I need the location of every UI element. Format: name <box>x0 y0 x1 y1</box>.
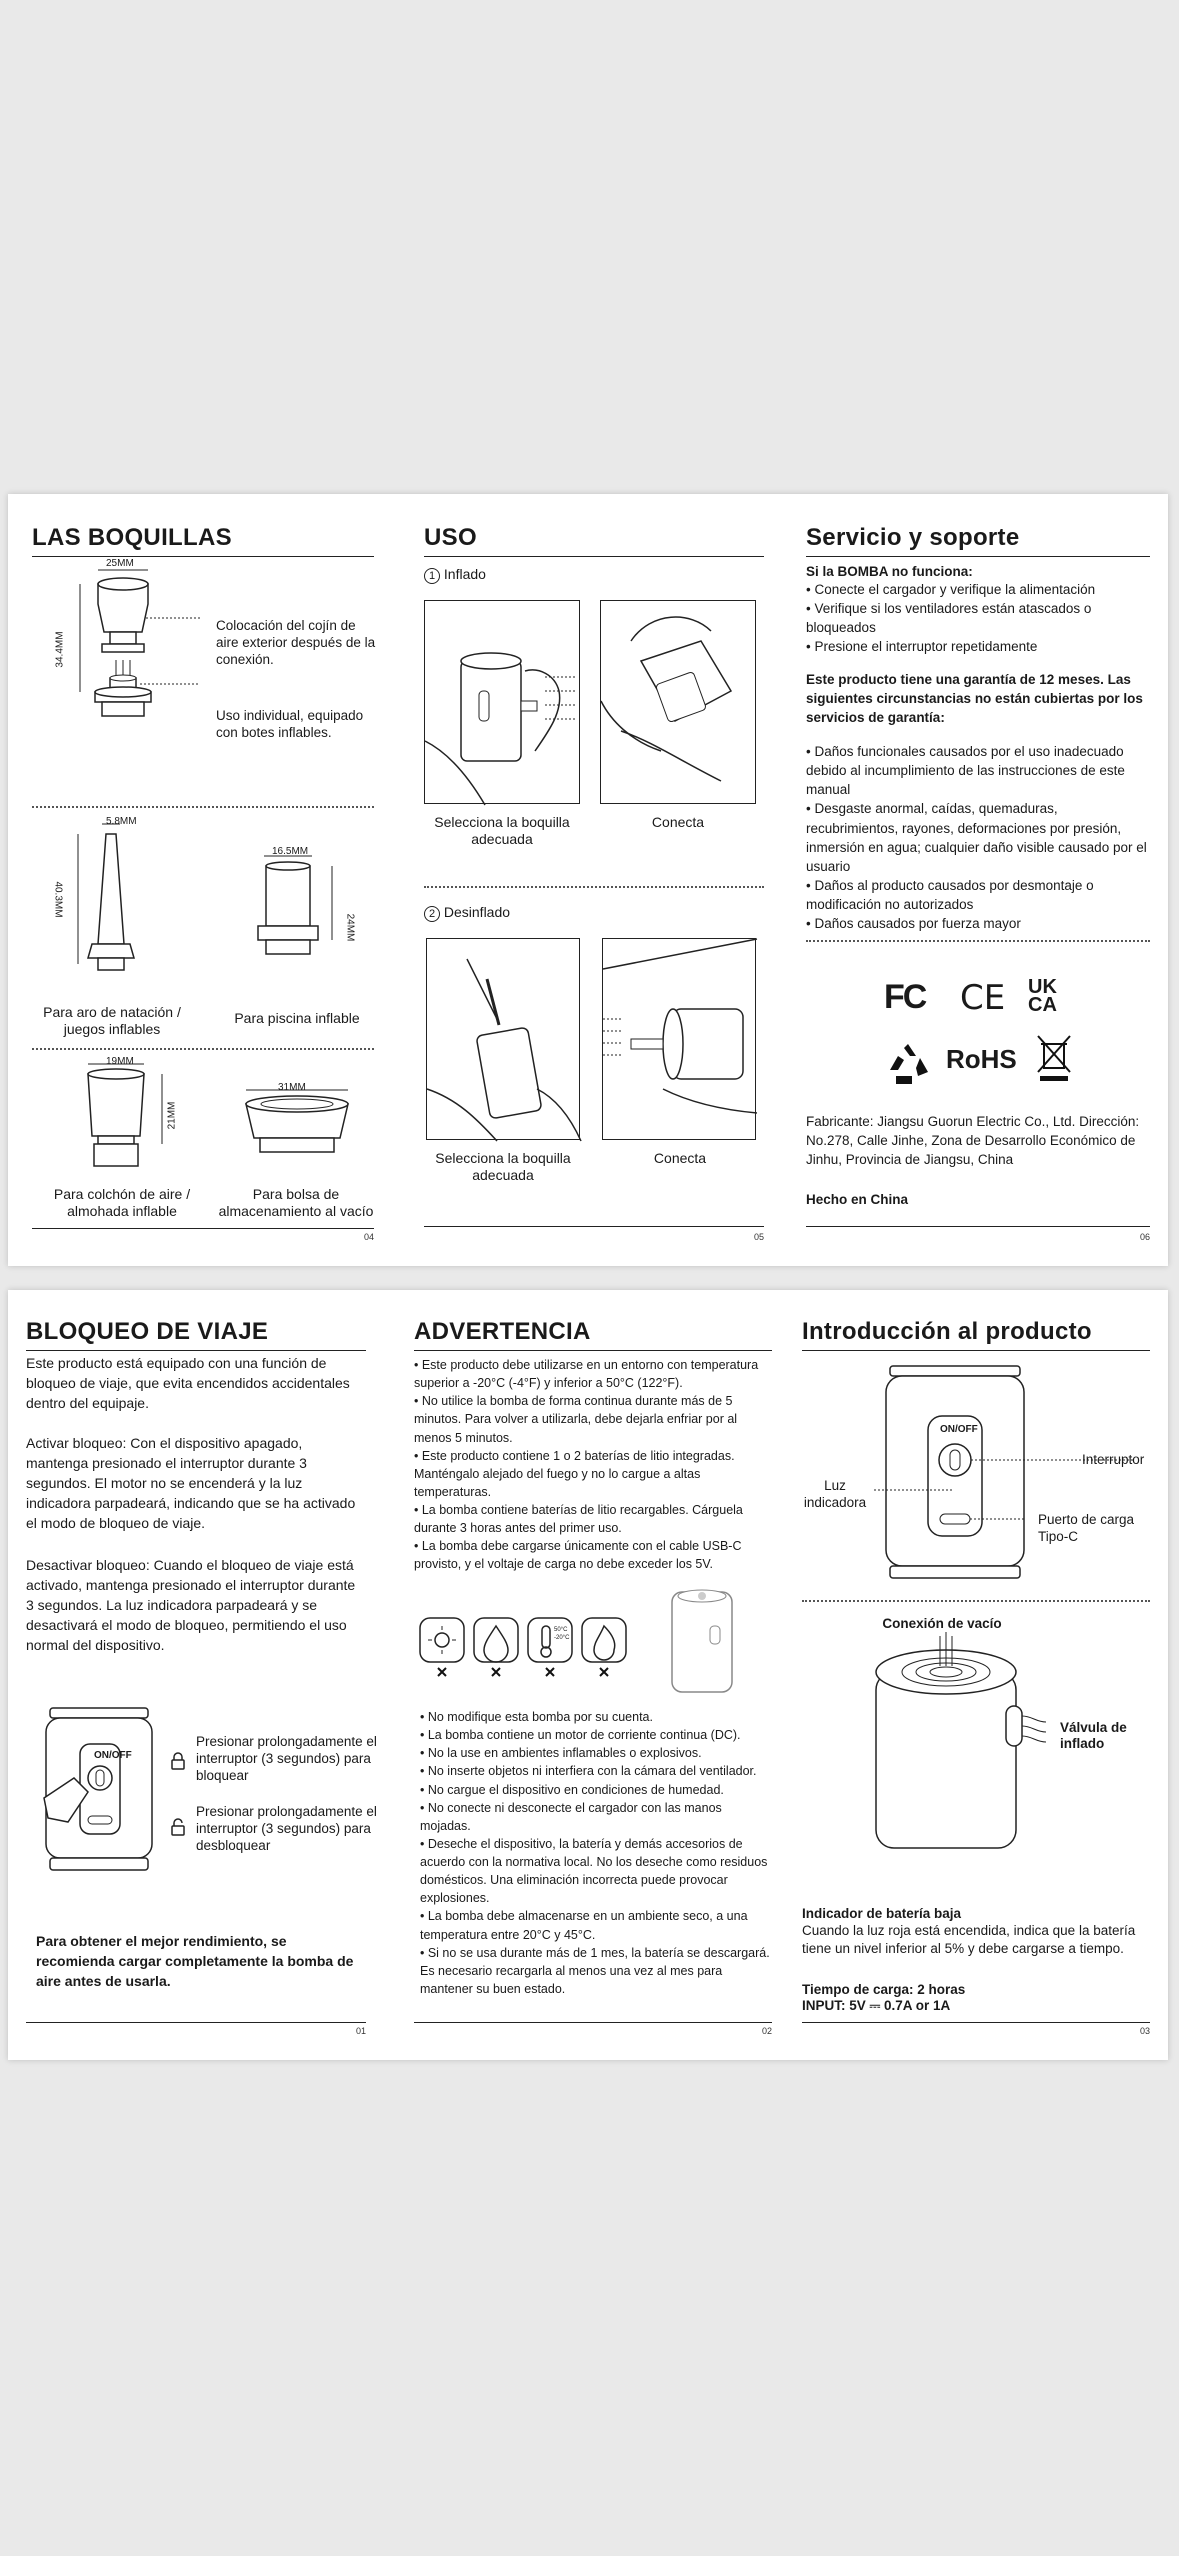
footer-line <box>806 1226 1150 1227</box>
lock-icon <box>170 1752 186 1770</box>
onoff-label: ON/OFF <box>94 1750 132 1761</box>
light-label: Luz indicadora <box>803 1478 867 1510</box>
vacuum-nozzle-illustration <box>238 1090 368 1190</box>
divider <box>32 1048 374 1050</box>
list-item: • Si no se usa durante más de 1 mes, la batería se descargará. Es necesario recargarla al menos una vez al mes para mantener su buen estado. <box>420 1945 770 1996</box>
list-item: • No modifique esta bomba por su cuenta. <box>420 1710 653 1724</box>
battery-title: Indicador de batería baja <box>802 1906 962 1921</box>
page-title: LAS BOQUILLAS <box>32 524 374 557</box>
weee-bin-icon <box>1036 1034 1072 1082</box>
noworks-list <box>806 580 1150 657</box>
pool-nozzle-illustration <box>232 856 352 996</box>
page-number: 01 <box>355 2026 366 2036</box>
charging-tip: Para obtener el mejor rendimiento, se recomienda cargar completamente la bomba de aire antes de usarla. <box>36 1933 354 1989</box>
page-title: USO <box>424 524 764 557</box>
warnings-list-b <box>420 1708 772 1998</box>
dim-label: 19MM <box>106 1056 134 1067</box>
list-item: • No cargue el dispositivo en condiciones de humedad. <box>420 1782 724 1797</box>
list-item: • No inserte objetos ni interfiera con la cámara del ventilador. <box>420 1764 757 1779</box>
unlock-note: Presionar prolongadamente el interruptor (3 segundos) para desbloquear <box>196 1804 377 1853</box>
ce-mark-icon: CE <box>960 978 1006 1018</box>
page-06 <box>806 494 1150 1266</box>
made-in: Hecho en China <box>806 1192 909 1207</box>
nozzle-stack-illustration <box>50 564 190 764</box>
list-item: • Daños causados por fuerza mayor <box>806 916 1021 932</box>
list-item: • La bomba debe cargarse únicamente con el cable USB-C provisto, y el voltaje de carga no debe exceder los 5V. <box>414 1539 742 1572</box>
list-item: • Daños al producto causados por desmontaje o modificación no autorizados <box>806 878 1094 913</box>
footer-line <box>802 2022 1150 2023</box>
battery-text: Cuando la luz roja está encendida, indica que la batería tiene un nivel inferior al 5% y debe cargarse a tiempo. <box>802 1923 1136 1956</box>
page-title: BLOQUEO DE VIAJE <box>26 1318 366 1351</box>
warnings-list-a <box>414 1356 772 1574</box>
page-title: ADVERTENCIA <box>414 1318 772 1351</box>
page-number: 04 <box>363 1232 374 1242</box>
dim-label: 40.3MM <box>52 881 64 918</box>
footer-line <box>414 2022 772 2023</box>
page-05 <box>424 494 764 1266</box>
page-title: Introducción al producto <box>802 1318 1150 1351</box>
ukca-line: CA <box>1028 994 1057 1016</box>
list-item: • Conecte el cargador y verifique la alimentación <box>806 582 1096 597</box>
footer-line <box>26 2022 366 2023</box>
sheet-top <box>8 494 1168 1266</box>
step-label: Inflado <box>443 566 486 582</box>
list-item: • No utilice la bomba de forma continua durante más de 5 minutos. Para volver a utilizarla, debe dejarla enfriar por al menos 5 minutos. <box>414 1394 738 1445</box>
sheet-bottom <box>8 1290 1168 2060</box>
warranty-statement: Este producto tiene una garantía de 12 meses. Las siguientes circunstancias no están cubiertas por los servicios de garantía: <box>806 672 1143 726</box>
cone-nozzle-illustration <box>62 824 162 984</box>
step-number: 2 <box>424 906 440 922</box>
noworks-title: Si la BOMBA no funciona: <box>806 564 973 579</box>
list-item: • Daños funcionales causados por el uso inadecuado debido al incumplimiento de las instrucciones de este manual <box>806 744 1125 798</box>
deactivate-text: Desactivar bloqueo: Cuando el bloqueo de viaje está activado, mantenga presionado el interruptor durante 3 segundos. La luz indicadora parpadeará y se desactivará el modo de bloqueo, permitiendo el uso normal del dispositivo. <box>26 1557 356 1653</box>
list-item: • Verifique si los ventiladores están atascados o bloqueados <box>806 601 1092 636</box>
exclusions-list <box>806 742 1150 934</box>
list-item: • La bomba contiene baterías de litio recargables. Cárguela durante 3 horas antes del primer uso. <box>414 1503 743 1536</box>
list-item: • No conecte ni desconecte el cargador con las manos mojadas. <box>420 1800 722 1833</box>
valve-label: Válvula de inflado <box>1060 1720 1127 1752</box>
dim-label: 5.8MM <box>106 816 137 827</box>
temp-label <box>554 1626 569 1642</box>
list-item: • Presione el interruptor repetidamente <box>806 639 1038 655</box>
intro-text: Este producto está equipado con una función de bloqueo de viaje, que evita encendidos accidentales dentro del equipaje. <box>26 1355 350 1411</box>
caption-connect: Conecta <box>653 1150 707 1166</box>
caption-select-nozzle: Selecciona la boquilla adecuada <box>435 1150 571 1183</box>
activate-text: Activar bloqueo: Con el dispositivo apagado, mantenga presionado el interruptor durante 3 segundos. El motor no se encenderá y la luz indicadora parpadeará, indicando que se ha activado el modo de bloqueo de viaje. <box>26 1435 356 1531</box>
switch-label: Interruptor <box>1082 1452 1145 1467</box>
page-number: 06 <box>1139 1232 1150 1242</box>
page-number: 05 <box>753 1232 764 1242</box>
page-number: 02 <box>761 2026 772 2036</box>
caption-pool: Para piscina inflable <box>234 1010 360 1026</box>
illustration-connect <box>602 938 756 1140</box>
prohibition-icons <box>420 1618 620 1678</box>
dim-label: 21MM <box>166 1101 178 1130</box>
rohs-mark-icon: RoHS <box>946 1044 1017 1074</box>
dim-label: 24MM <box>344 913 356 942</box>
divider <box>806 940 1150 942</box>
dim-label: 31MM <box>278 1082 306 1093</box>
product-angle-illustration <box>866 1636 1066 1866</box>
step-number: 1 <box>424 568 440 584</box>
lock-note: Presionar prolongadamente el interruptor (3 segundos) para bloquear <box>196 1734 377 1783</box>
product-front-illustration <box>884 1366 1034 1586</box>
unlock-icon <box>170 1818 186 1836</box>
step-deflate <box>424 904 510 922</box>
ukca-line: UK <box>1028 976 1057 998</box>
illustration-connect <box>600 600 756 804</box>
footer-line <box>32 1228 374 1229</box>
onoff-label: ON/OFF <box>940 1424 978 1435</box>
caption-mattress: Para colchón de aire / almohada inflable <box>53 1186 191 1219</box>
dim-label: 34.4MM <box>54 631 66 668</box>
footer-line <box>424 1226 764 1227</box>
divider <box>32 806 374 808</box>
illustration-select-nozzle <box>424 600 580 804</box>
page-number: 03 <box>1139 2026 1150 2036</box>
recycle-icon <box>886 1040 930 1084</box>
pump-illustration <box>668 1586 738 1696</box>
device-lock-illustration <box>44 1708 164 1878</box>
step-inflate <box>424 566 486 584</box>
manufacturer-info: Fabricante: Jiangsu Guorun Electric Co., Ltd. Dirección: No.278, Calle Jinhe, Zona de Desarrollo Económico de Jinhu, Provincia de Jiangsu, China <box>806 1114 1140 1168</box>
note-individual: Uso individual, equipado con botes inflables. <box>216 708 364 740</box>
list-item: • No la use en ambientes inflamables o explosivos. <box>420 1746 702 1761</box>
note-exterior: Colocación del cojín de aire exterior después de la conexión. <box>216 618 376 667</box>
page-03 <box>802 1290 1150 2060</box>
fcc-mark-icon: FC <box>884 978 926 1016</box>
list-item: • La bomba debe almacenarse en un ambiente seco, a una temperatura entre 20°C y 45°C. <box>420 1909 748 1942</box>
list-item: • Este producto contiene 1 o 2 baterías de litio integradas. Manténgalo alejado del fuego y no lo cargue a altas temperaturas. <box>414 1448 735 1499</box>
port-label: Puerto de carga Tipo-C <box>1038 1512 1135 1544</box>
temp-label-bottom: -20°C <box>554 1635 570 1641</box>
list-item: • Desgaste anormal, caídas, quemaduras, recubrimientos, rayones, deformaciones por presión, inmersión en agua; cualquier daño visible causado por el usuario <box>806 801 1147 874</box>
input-rating: INPUT: 5V ⎓ 0.7A or 1A <box>802 1998 951 2013</box>
caption-swim-ring: Para aro de natación / juegos inflables <box>43 1004 181 1037</box>
divider <box>424 886 764 888</box>
step-label: Desinflado <box>443 904 511 920</box>
page-04 <box>32 494 374 1266</box>
caption-connect: Conecta <box>651 814 705 830</box>
ukca-mark-icon <box>1028 978 1057 1014</box>
caption-select-nozzle: Selecciona la boquilla adecuada <box>434 814 570 847</box>
page-title: Servicio y soporte <box>806 524 1150 557</box>
list-item: • La bomba contiene un motor de corriente continua (DC). <box>420 1728 741 1743</box>
divider <box>802 1600 1150 1602</box>
dim-label: 16.5MM <box>272 846 309 857</box>
charge-time: Tiempo de carga: 2 horas <box>802 1982 966 1997</box>
illustration-select-nozzle <box>426 938 580 1140</box>
list-item: • Deseche el dispositivo, la batería y demás accesorios de acuerdo con la normativa local. No los deseche como residuos domésticos. Una eliminación incorrecta puede provocar explosiones. <box>420 1836 768 1906</box>
caption-vacuum-bag: Para bolsa de almacenamiento al vacío <box>218 1186 374 1219</box>
dim-label: 25MM <box>106 558 134 569</box>
temp-label-top: 50°C <box>554 1627 568 1633</box>
vacuum-label: Conexión de vacío <box>882 1616 1002 1631</box>
list-item: • Este producto debe utilizarse en un entorno con temperatura superior a -20°C (-4°F) y inferior a 50°C (122°F). <box>414 1358 759 1391</box>
page-02 <box>414 1290 772 2060</box>
page-01 <box>26 1290 377 2060</box>
